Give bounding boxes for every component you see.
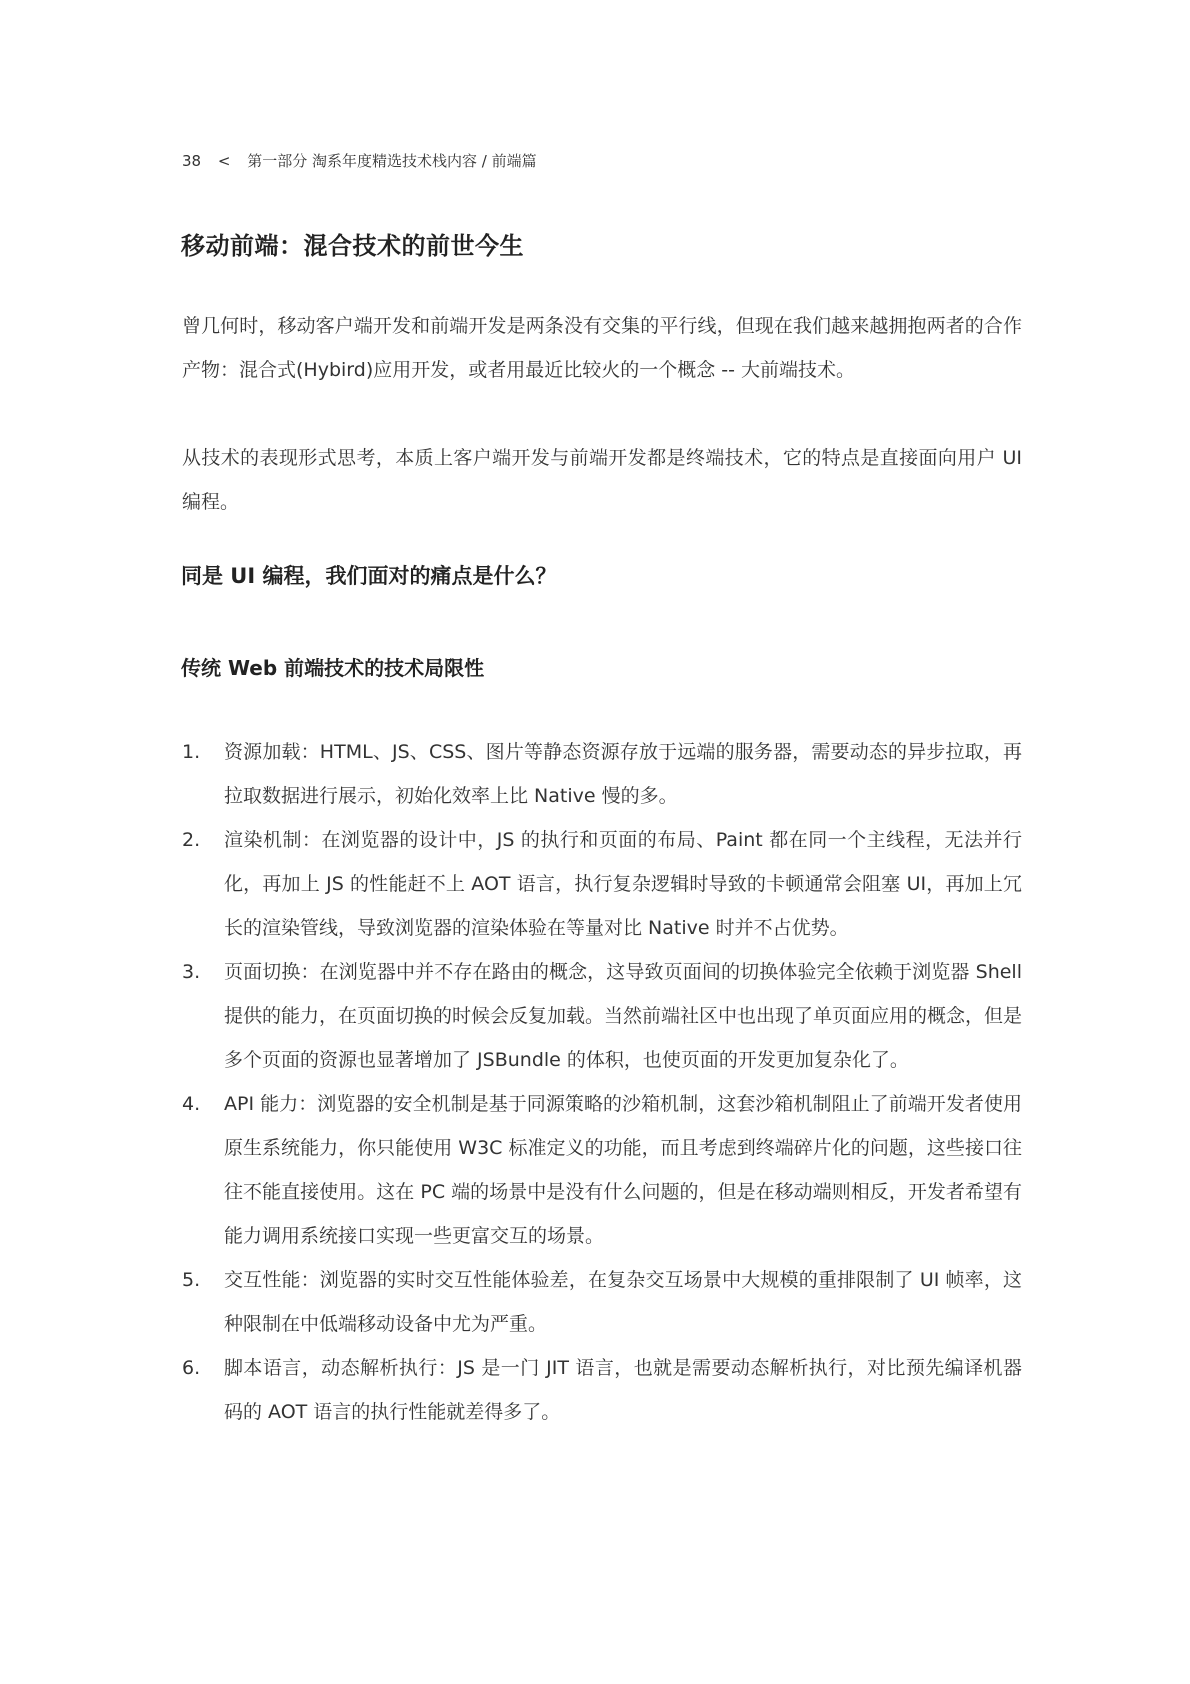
concept-paragraph: 从技术的表现形式思考，本质上客户端开发与前端开发都是终端技术，它的特点是直接面向用户 UI 编程。	[182, 447, 1022, 513]
header-part: 第一部分 淘系年度精选技术栈内容 / 前端篇	[247, 152, 537, 170]
list-item	[182, 818, 1022, 950]
list-item	[182, 1346, 1022, 1434]
list-item-text: API 能力：浏览器的安全机制是基于同源策略的沙箱机制，这套沙箱机制阻止了前端开发者使用原生系统能力，你只能使用 W3C 标准定义的功能，而且考虑到终端碎片化的问题，这些接口往往不能直接使用。这在 PC 端的场景中是没有什么问题的，但是在移动端则相反，开发者希望有能力调用系统接口实现一些更富交互的场景。	[224, 1093, 1022, 1247]
limitations-list	[182, 730, 1022, 1434]
list-item-number: 6.	[182, 1357, 201, 1379]
list-item	[182, 950, 1022, 1082]
list-item-text: 页面切换：在浏览器中并不存在路由的概念，这导致页面间的切换体验完全依赖于浏览器 Shell 提供的能力，在页面切换的时候会反复加载。当然前端社区中也出现了单页面应用的概念，但是多个页面的资源也显著增加了 JSBundle 的体积，也使页面的开发更加复杂化了。	[224, 961, 1023, 1071]
header-separator: <	[217, 152, 231, 170]
list-item-number: 2.	[182, 829, 201, 851]
running-header	[182, 150, 549, 171]
question-heading: 同是 UI 编程，我们面对的痛点是什么？	[181, 564, 557, 588]
section-title: 移动前端：混合技术的前世今生	[181, 232, 524, 260]
list-item-text: 资源加载：HTML、JS、CSS、图片等静态资源存放于远端的服务器，需要动态的异步拉取，再拉取数据进行展示，初始化效率上比 Native 慢的多。	[224, 741, 1022, 807]
page-number: 38	[182, 152, 202, 170]
intro-paragraph: 曾几何时，移动客户端开发和前端开发是两条没有交集的平行线，但现在我们越来越拥抱两者的合作产物：混合式(Hybird)应用开发，或者用最近比较火的一个概念 -- 大前端技术。	[182, 315, 1022, 381]
limitations-heading: 传统 Web 前端技术的技术局限性	[181, 656, 485, 680]
list-item-number: 4.	[182, 1093, 201, 1115]
list-item	[182, 730, 1022, 818]
list-item-text: 交互性能：浏览器的实时交互性能体验差，在复杂交互场景中大规模的重排限制了 UI 帧率，这种限制在中低端移动设备中尤为严重。	[224, 1269, 1022, 1335]
list-item	[182, 1082, 1022, 1258]
list-item-text: 脚本语言，动态解析执行：JS 是一门 JIT 语言，也就是需要动态解析执行，对比预先编译机器码的 AOT 语言的执行性能就差得多了。	[224, 1357, 1022, 1423]
list-item	[182, 1258, 1022, 1346]
list-item-text: 渲染机制：在浏览器的设计中，JS 的执行和页面的布局、Paint 都在同一个主线程，无法并行化，再加上 JS 的性能赶不上 AOT 语言，执行复杂逻辑时导致的卡顿通常会阻塞 UI，再加上冗长的渲染管线，导致浏览器的渲染体验在等量对比 Native 时并不占优势。	[224, 829, 1022, 939]
list-item-number: 3.	[182, 961, 201, 983]
list-item-number: 5.	[182, 1269, 201, 1291]
list-item-number: 1.	[182, 741, 201, 763]
